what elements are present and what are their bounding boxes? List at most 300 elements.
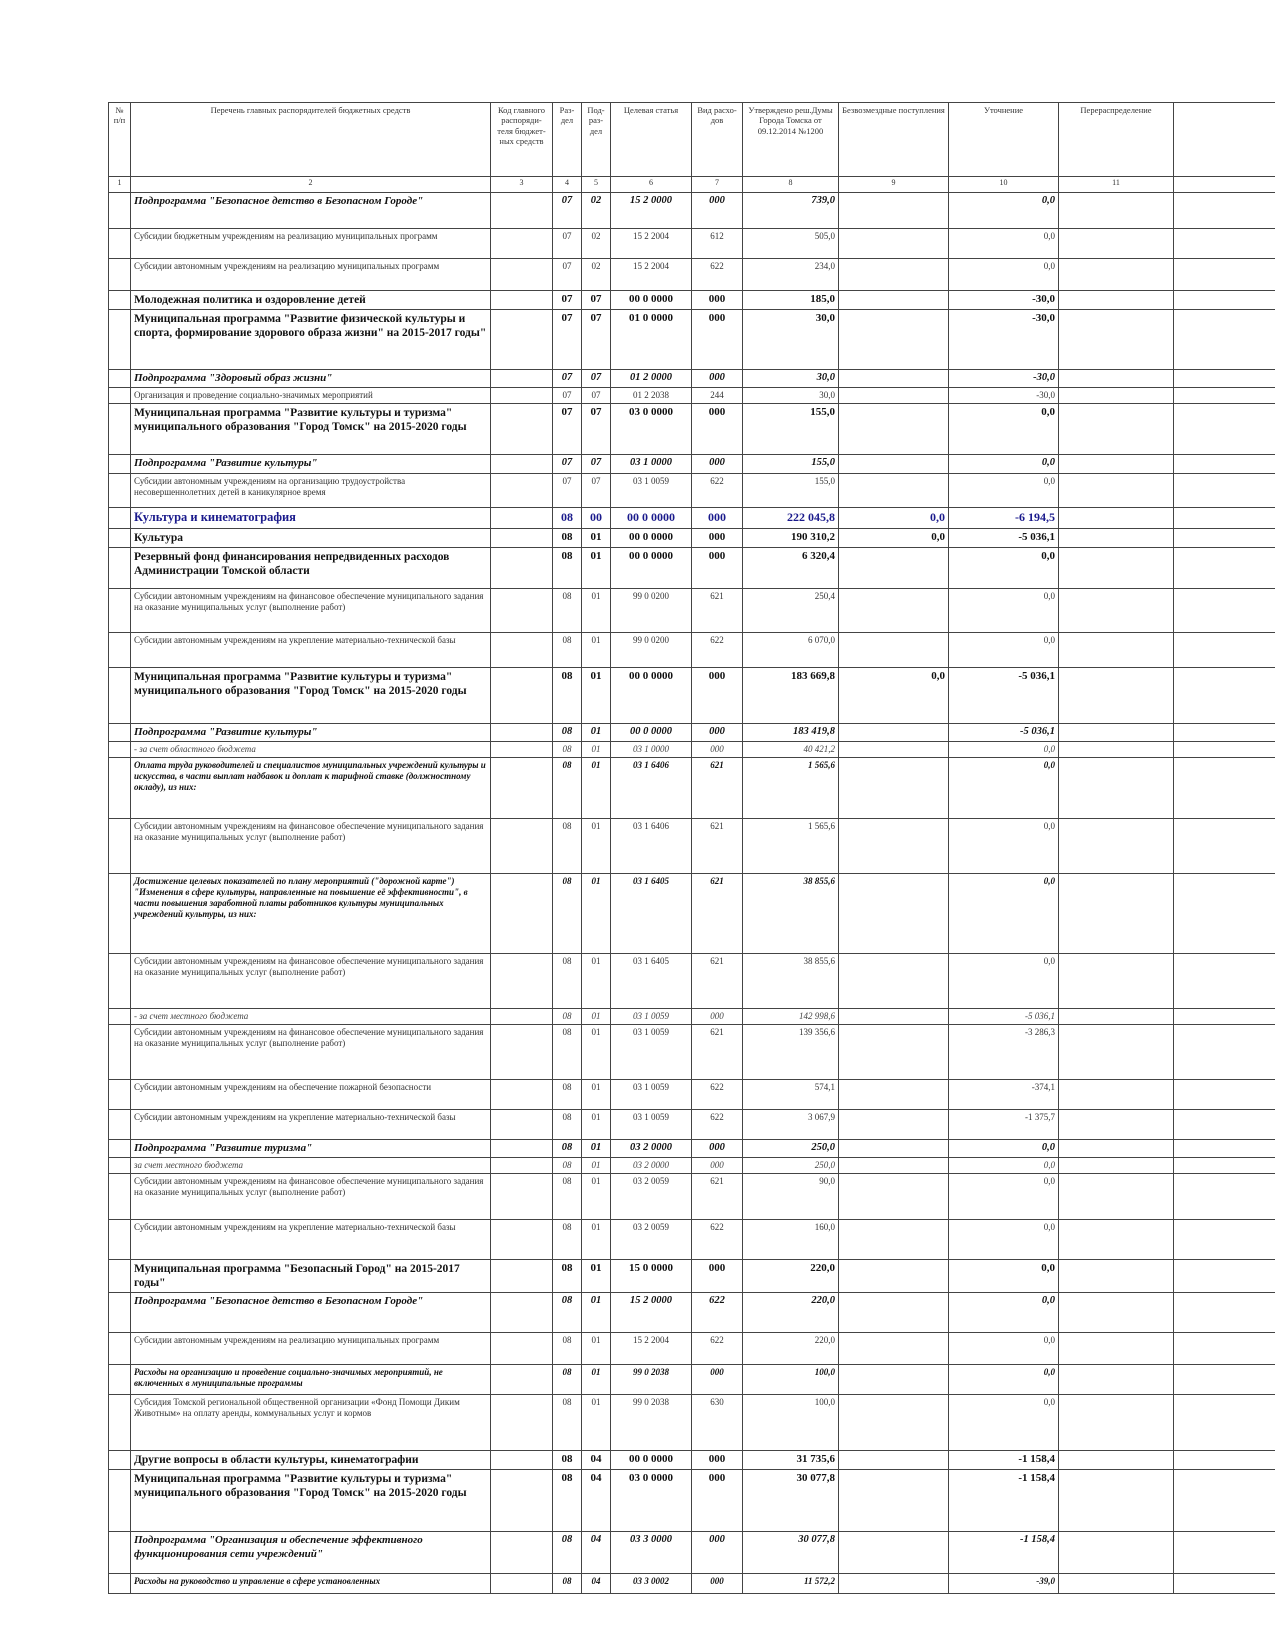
row-name: Субсидии автономным учреждениям на обеспечение пожарной безопасности xyxy=(131,1080,491,1110)
row-expense-type: 622 xyxy=(692,259,743,291)
row-redistribution xyxy=(1059,1110,1174,1140)
row-grants: 0,0 xyxy=(839,508,949,528)
row-name: Муниципальная программа "Развитие культуры и туризма" муниципального образования "Город Томск" на 2015-2020 годы xyxy=(131,667,491,723)
row-razdel: 08 xyxy=(553,1158,582,1174)
row-grants xyxy=(839,1025,949,1080)
row-redistribution xyxy=(1059,388,1174,404)
row-expense-type: 000 xyxy=(692,1260,743,1293)
row-extra xyxy=(1174,1140,1275,1158)
row-podrazdel: 07 xyxy=(582,291,611,310)
row-expense-type: 622 xyxy=(692,632,743,667)
row-code xyxy=(491,1220,553,1260)
row-name: Подпрограмма "Здоровый образ жизни" xyxy=(131,370,491,388)
row-approved: 160,0 xyxy=(743,1220,839,1260)
row-extra xyxy=(1174,667,1275,723)
row-name: Субсидии автономным учреждениям на укрепление материально-технической базы xyxy=(131,1220,491,1260)
row-podrazdel: 01 xyxy=(582,1025,611,1080)
row-approved: 31 735,6 xyxy=(743,1451,839,1470)
row-podrazdel: 01 xyxy=(582,632,611,667)
row-redistribution xyxy=(1059,667,1174,723)
row-target: 03 1 6405 xyxy=(611,874,692,954)
row-razdel: 07 xyxy=(553,291,582,310)
row-name: Подпрограмма "Развитие туризма" xyxy=(131,1140,491,1158)
row-expense-type: 630 xyxy=(692,1395,743,1451)
row-code xyxy=(491,667,553,723)
row-num-cell xyxy=(109,310,131,370)
row-podrazdel: 04 xyxy=(582,1451,611,1470)
row-extra xyxy=(1174,259,1275,291)
col-header-num: № п/п xyxy=(109,103,131,177)
row-redistribution xyxy=(1059,310,1174,370)
table-row xyxy=(109,819,1275,874)
row-name: Культура и кинематография xyxy=(131,508,491,528)
col-number: 5 xyxy=(582,177,611,193)
row-num-cell xyxy=(109,455,131,474)
row-name: Муниципальная программа "Безопасный Город" на 2015-2017 годы" xyxy=(131,1260,491,1293)
row-expense-type: 622 xyxy=(692,1220,743,1260)
row-num-cell xyxy=(109,1470,131,1532)
row-redistribution xyxy=(1059,723,1174,741)
row-approved: 38 855,6 xyxy=(743,874,839,954)
row-target: 03 2 0000 xyxy=(611,1158,692,1174)
row-target: 03 2 0059 xyxy=(611,1220,692,1260)
table-row xyxy=(109,1470,1275,1532)
row-razdel: 08 xyxy=(553,1365,582,1395)
table-row xyxy=(109,291,1275,310)
row-clarification: 0,0 xyxy=(949,547,1059,588)
row-podrazdel: 02 xyxy=(582,193,611,229)
row-target: 00 0 0000 xyxy=(611,723,692,741)
table-row xyxy=(109,1025,1275,1080)
row-code xyxy=(491,291,553,310)
row-extra xyxy=(1174,1158,1275,1174)
row-name: Подпрограмма "Безопасное детство в Безопасном Городе" xyxy=(131,193,491,229)
row-name: Муниципальная программа "Развитие физической культуры и спорта, формирование здорового образа жизни" на 2015-2017 годы" xyxy=(131,310,491,370)
row-code xyxy=(491,310,553,370)
row-extra xyxy=(1174,723,1275,741)
row-num-cell xyxy=(109,1110,131,1140)
row-extra xyxy=(1174,310,1275,370)
table-row xyxy=(109,1009,1275,1025)
row-grants xyxy=(839,1009,949,1025)
row-code xyxy=(491,370,553,388)
row-podrazdel: 01 xyxy=(582,528,611,547)
row-name: Другие вопросы в области культуры, кинематографии xyxy=(131,1451,491,1470)
row-extra xyxy=(1174,742,1275,758)
row-expense-type: 621 xyxy=(692,758,743,819)
row-approved: 142 998,6 xyxy=(743,1009,839,1025)
row-razdel: 08 xyxy=(553,1110,582,1140)
row-grants xyxy=(839,1365,949,1395)
row-extra xyxy=(1174,1451,1275,1470)
row-target: 99 0 2038 xyxy=(611,1365,692,1395)
row-approved: 220,0 xyxy=(743,1260,839,1293)
row-expense-type: 622 xyxy=(692,1110,743,1140)
row-approved: 505,0 xyxy=(743,229,839,259)
row-redistribution xyxy=(1059,588,1174,632)
row-target: 15 2 2004 xyxy=(611,259,692,291)
row-grants xyxy=(839,259,949,291)
row-expense-type: 000 xyxy=(692,193,743,229)
row-razdel: 08 xyxy=(553,819,582,874)
row-razdel: 07 xyxy=(553,310,582,370)
row-name: Субсидии автономным учреждениям на финансовое обеспечение муниципального задания на оказание муниципальных услуг (выполнение работ) xyxy=(131,1025,491,1080)
row-extra xyxy=(1174,193,1275,229)
row-razdel: 08 xyxy=(553,1140,582,1158)
row-num-cell xyxy=(109,742,131,758)
row-num-cell xyxy=(109,1293,131,1333)
row-razdel: 08 xyxy=(553,508,582,528)
row-approved: 155,0 xyxy=(743,404,839,455)
row-extra xyxy=(1174,1395,1275,1451)
row-expense-type: 622 xyxy=(692,1080,743,1110)
row-name: Муниципальная программа "Развитие культуры и туризма" муниципального образования "Город Томск" на 2015-2020 годы xyxy=(131,404,491,455)
row-extra xyxy=(1174,1293,1275,1333)
row-code xyxy=(491,1451,553,1470)
col-header-target: Целевая статья xyxy=(611,103,692,177)
row-extra xyxy=(1174,1025,1275,1080)
row-grants xyxy=(839,1451,949,1470)
row-extra xyxy=(1174,1365,1275,1395)
row-grants xyxy=(839,632,949,667)
row-extra xyxy=(1174,1260,1275,1293)
row-code xyxy=(491,259,553,291)
row-clarification: -30,0 xyxy=(949,310,1059,370)
row-grants xyxy=(839,388,949,404)
row-num-cell xyxy=(109,723,131,741)
row-target: 15 2 2004 xyxy=(611,1333,692,1365)
row-grants xyxy=(839,474,949,508)
row-target: 99 0 2038 xyxy=(611,1395,692,1451)
row-approved: 30,0 xyxy=(743,388,839,404)
row-redistribution xyxy=(1059,508,1174,528)
row-extra xyxy=(1174,758,1275,819)
row-podrazdel: 01 xyxy=(582,1080,611,1110)
col-number: 1 xyxy=(109,177,131,193)
col-header-clarification: Уточнение xyxy=(949,103,1059,177)
table-row xyxy=(109,508,1275,528)
row-code xyxy=(491,229,553,259)
row-grants xyxy=(839,1395,949,1451)
table-row xyxy=(109,259,1275,291)
table-row xyxy=(109,1574,1275,1594)
row-podrazdel: 07 xyxy=(582,370,611,388)
row-target: 03 3 0000 xyxy=(611,1532,692,1574)
row-podrazdel: 01 xyxy=(582,547,611,588)
row-extra xyxy=(1174,1009,1275,1025)
row-expense-type: 621 xyxy=(692,588,743,632)
row-podrazdel: 04 xyxy=(582,1532,611,1574)
row-approved: 183 419,8 xyxy=(743,723,839,741)
row-redistribution xyxy=(1059,193,1174,229)
row-extra xyxy=(1174,229,1275,259)
row-expense-type: 000 xyxy=(692,310,743,370)
row-target: 01 2 0000 xyxy=(611,370,692,388)
row-target: 03 1 0059 xyxy=(611,1080,692,1110)
row-approved: 250,4 xyxy=(743,588,839,632)
row-target: 00 0 0000 xyxy=(611,547,692,588)
row-podrazdel: 01 xyxy=(582,954,611,1009)
row-expense-type: 000 xyxy=(692,370,743,388)
row-num-cell xyxy=(109,1158,131,1174)
row-podrazdel: 01 xyxy=(582,1260,611,1293)
row-expense-type: 000 xyxy=(692,1158,743,1174)
row-name: Субсидии автономным учреждениям на укрепление материально-технической базы xyxy=(131,632,491,667)
row-grants xyxy=(839,1158,949,1174)
row-target: 03 1 0000 xyxy=(611,742,692,758)
table-row xyxy=(109,742,1275,758)
row-extra xyxy=(1174,1470,1275,1532)
row-extra xyxy=(1174,404,1275,455)
row-expense-type: 000 xyxy=(692,404,743,455)
row-expense-type: 622 xyxy=(692,1333,743,1365)
row-approved: 222 045,8 xyxy=(743,508,839,528)
row-target: 03 1 0059 xyxy=(611,474,692,508)
row-razdel: 08 xyxy=(553,1470,582,1532)
row-approved: 185,0 xyxy=(743,291,839,310)
row-extra xyxy=(1174,547,1275,588)
row-name: Субсидии автономным учреждениям на укрепление материально-технической базы xyxy=(131,1110,491,1140)
row-code xyxy=(491,758,553,819)
row-razdel: 08 xyxy=(553,1532,582,1574)
row-target: 01 0 0000 xyxy=(611,310,692,370)
row-name: - за счет местного бюджета xyxy=(131,1009,491,1025)
row-redistribution xyxy=(1059,455,1174,474)
row-grants xyxy=(839,1110,949,1140)
row-grants xyxy=(839,455,949,474)
row-podrazdel: 01 xyxy=(582,1365,611,1395)
row-code xyxy=(491,528,553,547)
row-clarification: 0,0 xyxy=(949,1293,1059,1333)
row-name: Достижение целевых показателей по плану мероприятий ("дорожной карте") "Изменения в сфере культуры, направленные на повышение её эффективности", в части повышения заработной платы работников культуры муниципальных учреждений культуры, из них: xyxy=(131,874,491,954)
row-expense-type: 000 xyxy=(692,1365,743,1395)
row-grants xyxy=(839,742,949,758)
row-target: 01 2 2038 xyxy=(611,388,692,404)
col-number: 2 xyxy=(131,177,491,193)
row-extra xyxy=(1174,1110,1275,1140)
row-code xyxy=(491,547,553,588)
row-name: Субсидии бюджетным учреждениям на реализацию муниципальных программ xyxy=(131,229,491,259)
row-redistribution xyxy=(1059,1009,1174,1025)
col-number: 11 xyxy=(1059,177,1174,193)
row-num-cell xyxy=(109,474,131,508)
table-row xyxy=(109,1451,1275,1470)
row-podrazdel: 01 xyxy=(582,758,611,819)
row-name: Субсидии автономным учреждениям на финансовое обеспечение муниципального задания на оказание муниципальных услуг (выполнение работ) xyxy=(131,1174,491,1220)
row-grants xyxy=(839,1080,949,1110)
row-clarification: -1 375,7 xyxy=(949,1110,1059,1140)
row-grants xyxy=(839,1174,949,1220)
row-grants xyxy=(839,1293,949,1333)
row-grants xyxy=(839,404,949,455)
budget-sheet xyxy=(108,102,1275,1594)
row-redistribution xyxy=(1059,1025,1174,1080)
row-clarification: 0,0 xyxy=(949,1365,1059,1395)
row-razdel: 07 xyxy=(553,370,582,388)
row-approved: 90,0 xyxy=(743,1174,839,1220)
row-approved: 40 421,2 xyxy=(743,742,839,758)
table-row xyxy=(109,1260,1275,1293)
row-expense-type: 000 xyxy=(692,1470,743,1532)
row-clarification: -1 158,4 xyxy=(949,1470,1059,1532)
row-approved: 100,0 xyxy=(743,1365,839,1395)
row-redistribution xyxy=(1059,1365,1174,1395)
row-podrazdel: 07 xyxy=(582,310,611,370)
row-num-cell xyxy=(109,1174,131,1220)
row-razdel: 08 xyxy=(553,954,582,1009)
row-clarification: 0,0 xyxy=(949,758,1059,819)
row-razdel: 07 xyxy=(553,259,582,291)
row-redistribution xyxy=(1059,370,1174,388)
row-approved: 30 077,8 xyxy=(743,1470,839,1532)
row-approved: 183 669,8 xyxy=(743,667,839,723)
row-razdel: 08 xyxy=(553,1025,582,1080)
row-target: 15 2 2004 xyxy=(611,229,692,259)
row-podrazdel: 01 xyxy=(582,1174,611,1220)
row-clarification: 0,0 xyxy=(949,874,1059,954)
row-approved: 6 070,0 xyxy=(743,632,839,667)
row-target: 03 1 6405 xyxy=(611,954,692,1009)
row-extra xyxy=(1174,1080,1275,1110)
row-podrazdel: 07 xyxy=(582,388,611,404)
row-target: 03 1 0000 xyxy=(611,455,692,474)
table-row xyxy=(109,1333,1275,1365)
row-podrazdel: 01 xyxy=(582,1110,611,1140)
table-row xyxy=(109,1110,1275,1140)
row-num-cell xyxy=(109,1574,131,1594)
row-num-cell xyxy=(109,291,131,310)
row-target: 03 3 0002 xyxy=(611,1574,692,1594)
row-code xyxy=(491,588,553,632)
col-header-extra xyxy=(1174,103,1275,177)
row-grants xyxy=(839,310,949,370)
row-expense-type: 000 xyxy=(692,1532,743,1574)
col-header-grants: Безвозмездные поступления xyxy=(839,103,949,177)
row-code xyxy=(491,954,553,1009)
row-clarification: -5 036,1 xyxy=(949,667,1059,723)
row-clarification: 0,0 xyxy=(949,588,1059,632)
row-extra xyxy=(1174,370,1275,388)
row-razdel: 08 xyxy=(553,1293,582,1333)
row-num-cell xyxy=(109,819,131,874)
row-podrazdel: 07 xyxy=(582,404,611,455)
row-expense-type: 000 xyxy=(692,1574,743,1594)
row-podrazdel: 01 xyxy=(582,1220,611,1260)
row-expense-type: 621 xyxy=(692,1174,743,1220)
row-name: Подпрограмма "Организация и обеспечение эффективного функционирования сети учреждений" xyxy=(131,1532,491,1574)
row-target: 15 2 0000 xyxy=(611,193,692,229)
table-row xyxy=(109,1532,1275,1574)
row-redistribution xyxy=(1059,474,1174,508)
row-name: Муниципальная программа "Развитие культуры и туризма" муниципального образования "Город Томск" на 2015-2020 годы xyxy=(131,1470,491,1532)
row-name: Организация и проведение социально-значимых мероприятий xyxy=(131,388,491,404)
row-extra xyxy=(1174,1532,1275,1574)
row-approved: 11 572,2 xyxy=(743,1574,839,1594)
row-razdel: 08 xyxy=(553,1174,582,1220)
row-redistribution xyxy=(1059,1220,1174,1260)
row-name: Подпрограмма "Развитие культуры" xyxy=(131,455,491,474)
table-row xyxy=(109,193,1275,229)
row-code xyxy=(491,723,553,741)
col-header-name: Перечень главных распорядителей бюджетных средств xyxy=(131,103,491,177)
row-razdel: 08 xyxy=(553,742,582,758)
row-podrazdel: 02 xyxy=(582,229,611,259)
row-name: Резервный фонд финансирования непредвиденных расходов Администрации Томской области xyxy=(131,547,491,588)
row-clarification: -30,0 xyxy=(949,388,1059,404)
col-number: 8 xyxy=(743,177,839,193)
column-number-row xyxy=(109,177,1275,193)
row-redistribution xyxy=(1059,1574,1174,1594)
row-code xyxy=(491,404,553,455)
row-clarification: 0,0 xyxy=(949,229,1059,259)
row-approved: 6 320,4 xyxy=(743,547,839,588)
row-target: 15 0 0000 xyxy=(611,1260,692,1293)
row-extra xyxy=(1174,1574,1275,1594)
row-approved: 155,0 xyxy=(743,474,839,508)
row-clarification: 0,0 xyxy=(949,193,1059,229)
row-code xyxy=(491,1140,553,1158)
row-name: Подпрограмма "Развитие культуры" xyxy=(131,723,491,741)
table-row xyxy=(109,723,1275,741)
row-extra xyxy=(1174,874,1275,954)
row-name: Молодежная политика и оздоровление детей xyxy=(131,291,491,310)
row-approved: 220,0 xyxy=(743,1293,839,1333)
row-approved: 1 565,6 xyxy=(743,819,839,874)
row-razdel: 08 xyxy=(553,588,582,632)
row-approved: 234,0 xyxy=(743,259,839,291)
row-podrazdel: 01 xyxy=(582,1395,611,1451)
row-code xyxy=(491,1174,553,1220)
row-grants xyxy=(839,1532,949,1574)
row-num-cell xyxy=(109,1025,131,1080)
table-row xyxy=(109,310,1275,370)
row-code xyxy=(491,1260,553,1293)
row-target: 03 1 0059 xyxy=(611,1009,692,1025)
row-clarification: 0,0 xyxy=(949,259,1059,291)
row-clarification: 0,0 xyxy=(949,474,1059,508)
table-row xyxy=(109,667,1275,723)
row-expense-type: 622 xyxy=(692,1293,743,1333)
row-name: Расходы на руководство и управление в сфере установленных xyxy=(131,1574,491,1594)
row-code xyxy=(491,474,553,508)
row-approved: 30,0 xyxy=(743,310,839,370)
row-code xyxy=(491,1395,553,1451)
row-clarification: -374,1 xyxy=(949,1080,1059,1110)
row-code xyxy=(491,508,553,528)
row-razdel: 08 xyxy=(553,547,582,588)
row-redistribution xyxy=(1059,291,1174,310)
row-name: Оплата труда руководителей и специалистов муниципальных учреждений культуры и искусства, в части выплат надбавок и доплат к тарифной ставке (должностному окладу), из них: xyxy=(131,758,491,819)
row-num-cell xyxy=(109,1333,131,1365)
row-grants xyxy=(839,1333,949,1365)
table-row xyxy=(109,229,1275,259)
row-podrazdel: 01 xyxy=(582,1140,611,1158)
row-redistribution xyxy=(1059,1260,1174,1293)
row-expense-type: 000 xyxy=(692,508,743,528)
row-target: 03 1 0059 xyxy=(611,1025,692,1080)
row-extra xyxy=(1174,1174,1275,1220)
row-clarification: 0,0 xyxy=(949,1140,1059,1158)
table-row xyxy=(109,1158,1275,1174)
table-row xyxy=(109,588,1275,632)
row-approved: 250,0 xyxy=(743,1158,839,1174)
row-num-cell xyxy=(109,1532,131,1574)
row-code xyxy=(491,193,553,229)
row-redistribution xyxy=(1059,874,1174,954)
row-target: 00 0 0000 xyxy=(611,508,692,528)
row-approved: 739,0 xyxy=(743,193,839,229)
row-approved: 38 855,6 xyxy=(743,954,839,1009)
